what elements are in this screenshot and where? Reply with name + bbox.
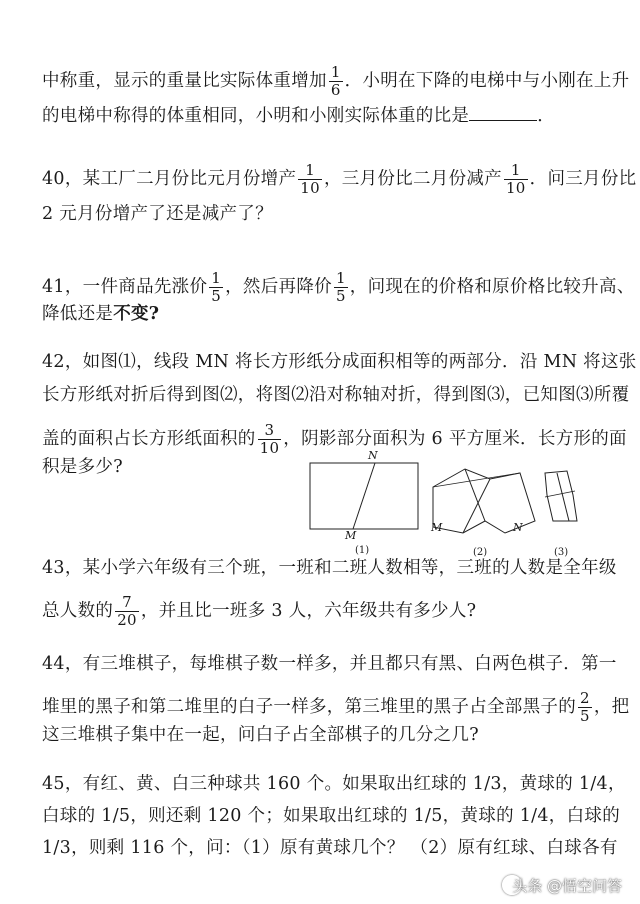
figure-caption-1: (1) — [355, 545, 370, 556]
q42-figure — [305, 449, 605, 569]
q42-line4: 积是多少? — [42, 457, 123, 477]
q40-text: ．问三月份比 — [529, 169, 637, 189]
q44-line1: 44，有三堆棋子，每堆棋子数一样多，并且都只有黑、白两色棋子．第一 — [42, 654, 617, 674]
label-m: M — [431, 521, 443, 534]
figure-caption-2: (2) — [473, 547, 488, 558]
label-n: N — [513, 521, 523, 534]
frac-num: 2 — [580, 689, 590, 707]
q44-line2 — [42, 690, 629, 725]
frac-den: 20 — [117, 611, 137, 629]
fraction-2-5 — [578, 690, 592, 725]
q42-text: 盖的面积占长方形纸面积的 — [42, 429, 256, 449]
q44-line3: 这三堆棋子集中在一起，问白子占全部棋子的几分之几? — [42, 725, 479, 745]
q44-text: ，把 — [593, 697, 630, 717]
q45-line2: 白球的 1/5，则还剩 120 个；如果取出红球的 1/5，黄球的 1/4，白球的 — [42, 806, 621, 826]
fraction-1-5 — [209, 270, 223, 305]
segment-mn — [353, 463, 375, 529]
q39-text: ．小明在下降的电梯中与小刚在上升 — [344, 71, 630, 91]
q39-line2 — [42, 104, 555, 128]
q41-text: ，问现在的价格和原价格比较升高、 — [349, 277, 635, 297]
q45-line1: 45，有红、黄、白三种球共 160 个。如果取出红球的 1/3，黄球的 1/4， — [42, 774, 626, 794]
fraction-1-10 — [504, 162, 528, 197]
frac-den: 10 — [505, 179, 526, 197]
label-m: M — [345, 529, 357, 542]
q43-line1: 43，某小学六年级有三个班，一班和二班人数相等，三班的人数是全年级 — [42, 558, 617, 578]
q43-text: 总人数的 — [42, 601, 114, 621]
frac-num: 1 — [510, 161, 521, 179]
q40-line1 — [42, 162, 636, 197]
q43-text: ，并且比一班多 3 人，六年级共有多少人? — [140, 601, 477, 621]
q39-text: ． — [537, 106, 556, 126]
q42-line3 — [42, 422, 627, 457]
frac-num: 7 — [122, 593, 132, 611]
fraction-7-20 — [115, 594, 139, 629]
figure-caption-3: (3) — [554, 547, 569, 558]
frac-den: 6 — [330, 81, 341, 99]
q41-text: 41，一件商品先涨价 — [42, 277, 208, 297]
frac-den: 10 — [259, 439, 280, 457]
q41-text: ，然后再降价 — [225, 277, 332, 297]
q40-line2: 2 元月份增产了还是减产了？ — [42, 204, 273, 224]
answer-blank — [469, 104, 537, 121]
q41-text: 降低还是 — [42, 304, 114, 324]
q40-text: ，三月份比二月份减产 — [323, 169, 502, 189]
q42-text: ，阴影部分面积为 6 平方厘米．长方形的面 — [283, 429, 627, 449]
frac-num: 1 — [335, 269, 346, 287]
q41-line2 — [42, 302, 159, 326]
fraction-1-10 — [298, 162, 322, 197]
q44-text: 堆里的黑子和第二堆里的白子一样多，第三堆里的黑子占全部黑子的 — [42, 697, 576, 717]
q39-line1 — [42, 64, 629, 99]
frac-den: 5 — [211, 287, 222, 305]
frac-num: 3 — [264, 421, 275, 439]
frac-num: 1 — [305, 161, 316, 179]
q39-text: 的电梯中称得的体重相同，小明和小刚实际体重的比是 — [42, 106, 470, 126]
q42-line2: 长方形纸对折后得到图⑵，将图⑵沿对称轴对折，得到图⑶，已知图⑶所覆 — [42, 385, 630, 405]
frac-den: 10 — [300, 179, 320, 197]
watermark: 头条 @悟空问答 — [512, 877, 622, 895]
frac-num: 1 — [211, 269, 222, 287]
frac-den: 5 — [580, 707, 590, 725]
q39-text: 中称重，显示的重量比实际体重增加 — [42, 71, 327, 91]
frac-den: 5 — [335, 287, 346, 305]
q41-answer-bold: 不变? — [113, 304, 160, 324]
frac-num: 1 — [330, 63, 341, 81]
q43-line2 — [42, 594, 476, 629]
q41-line1 — [42, 270, 635, 305]
q45-line3: 1/3，则剩 116 个，问：（1）原有黄球几个？ （2）原有红球、白球各有 — [42, 838, 618, 858]
q42-line1: 42，如图⑴，线段 MN 将长方形纸分成面积相等的两部分．沿 MN 将这张 — [42, 352, 637, 372]
fraction-3-10 — [258, 422, 282, 457]
q40-text: 40，某工厂二月份比元月份增产 — [42, 169, 297, 189]
label-n: N — [368, 449, 378, 462]
fraction-1-5 — [334, 270, 348, 305]
fraction-1-6 — [329, 64, 343, 99]
